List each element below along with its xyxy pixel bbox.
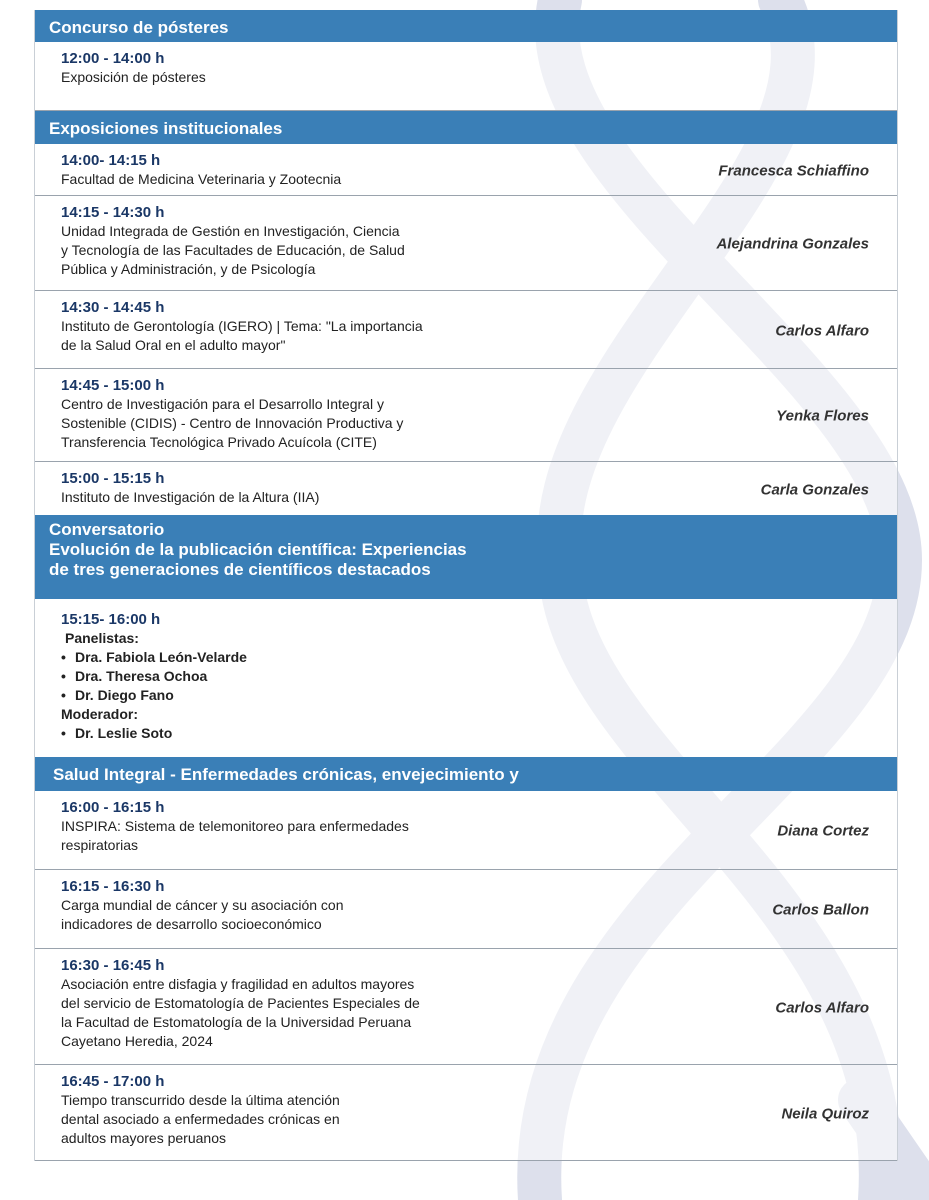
section-title: de tres generaciones de científicos destacados bbox=[49, 560, 431, 579]
session-time: 16:30 - 16:45 h bbox=[61, 957, 165, 974]
section-header-health bbox=[35, 757, 897, 791]
session-title: y Tecnología de las Facultades de Educación, de Salud bbox=[61, 242, 405, 258]
speaker-name: Diana Cortez bbox=[777, 822, 869, 840]
panelists-label: Panelistas: bbox=[65, 630, 139, 646]
session-time: 15:00 - 15:15 h bbox=[61, 470, 165, 487]
panelist-item: • Dra. Theresa Ochoa bbox=[61, 668, 208, 684]
session-title: Cayetano Heredia, 2024 bbox=[61, 1033, 213, 1049]
session-title: Unidad Integrada de Gestión en Investigación, Ciencia bbox=[61, 223, 400, 239]
agenda-row-panel bbox=[35, 599, 897, 757]
agenda-row bbox=[35, 462, 897, 515]
speaker-name: Carla Gonzales bbox=[760, 480, 869, 498]
section-header-institutional bbox=[35, 111, 897, 144]
moderator-item: • Dr. Leslie Soto bbox=[61, 725, 173, 741]
section-header-posters bbox=[35, 10, 897, 42]
agenda-row bbox=[35, 1065, 897, 1161]
speaker-name: Carlos Alfaro bbox=[775, 998, 869, 1016]
session-title: Instituto de Investigación de la Altura (IIA) bbox=[61, 489, 320, 505]
session-title: Pública y Administración, y de Psicología bbox=[61, 261, 316, 277]
agenda-row bbox=[35, 291, 897, 369]
session-title: Tiempo transcurrido desde la última atención bbox=[61, 1092, 340, 1108]
agenda-row bbox=[35, 369, 897, 462]
session-title: Transferencia Tecnológica Privado Acuícola (CITE) bbox=[61, 434, 377, 450]
session-time: 16:00 - 16:15 h bbox=[61, 799, 165, 816]
section-title: Evolución de la publicación científica: Experiencias bbox=[49, 540, 467, 559]
session-title: respiratorias bbox=[61, 837, 139, 853]
speaker-name: Alejandrina Gonzales bbox=[716, 235, 869, 253]
section-title: Concurso de pósteres bbox=[49, 18, 229, 37]
agenda-row bbox=[35, 42, 897, 111]
agenda-row bbox=[35, 949, 897, 1065]
panelist-item: • Dra. Fabiola León-Velarde bbox=[61, 649, 247, 665]
session-title: adultos mayores peruanos bbox=[61, 1130, 226, 1146]
moderator-label: Moderador: bbox=[61, 706, 138, 722]
session-title: de la Salud Oral en el adulto mayor" bbox=[61, 337, 286, 353]
session-time: 14:30 - 14:45 h bbox=[61, 299, 165, 316]
session-time: 16:45 - 17:00 h bbox=[61, 1073, 165, 1090]
session-title: Sostenible (CIDIS) - Centro de Innovación Productiva y bbox=[61, 415, 404, 431]
session-time: 14:45 - 15:00 h bbox=[61, 377, 165, 394]
speaker-name: Neila Quiroz bbox=[781, 1104, 869, 1122]
section-title: Conversatorio bbox=[49, 520, 165, 539]
agenda-row bbox=[35, 196, 897, 291]
session-time: 12:00 - 14:00 h bbox=[61, 50, 165, 67]
session-title: INSPIRA: Sistema de telemonitoreo para enfermedades bbox=[61, 818, 409, 834]
panelist-item: • Dr. Diego Fano bbox=[61, 687, 174, 703]
speaker-name: Yenka Flores bbox=[776, 407, 869, 425]
session-title: la Facultad de Estomatología de la Universidad Peruana bbox=[61, 1014, 412, 1030]
session-title: indicadores de desarrollo socioeconómico bbox=[61, 916, 322, 932]
agenda-row bbox=[35, 791, 897, 870]
session-title: Facultad de Medicina Veterinaria y Zootecnia bbox=[61, 171, 342, 187]
section-title: Exposiciones institucionales bbox=[49, 119, 283, 138]
session-title: Centro de Investigación para el Desarrollo Integral y bbox=[61, 396, 384, 412]
session-title: Instituto de Gerontología (IGERO) | Tema: "La importancia bbox=[61, 318, 423, 334]
agenda-row bbox=[35, 870, 897, 949]
session-title: Carga mundial de cáncer y su asociación con bbox=[61, 897, 344, 913]
agenda-row bbox=[35, 144, 897, 196]
session-title: Asociación entre disfagia y fragilidad en adultos mayores bbox=[61, 976, 415, 992]
speaker-name: Carlos Alfaro bbox=[775, 321, 869, 339]
speaker-name: Francesca Schiaffino bbox=[718, 161, 869, 179]
section-header-conversatorio bbox=[35, 515, 897, 599]
session-title: Exposición de pósteres bbox=[61, 69, 206, 85]
session-title: del servicio de Estomatología de Pacientes Especiales de bbox=[61, 995, 420, 1011]
session-title: dental asociado a enfermedades crónicas en bbox=[61, 1111, 340, 1127]
session-time: 16:15 - 16:30 h bbox=[61, 878, 165, 895]
speaker-name: Carlos Ballon bbox=[772, 901, 869, 919]
section-title: Salud Integral - Enfermedades crónicas, envejecimiento y bbox=[53, 765, 519, 784]
agenda-table bbox=[34, 10, 898, 1161]
session-time: 15:15- 16:00 h bbox=[61, 611, 161, 628]
session-time: 14:15 - 14:30 h bbox=[61, 204, 165, 221]
session-time: 14:00- 14:15 h bbox=[61, 152, 161, 169]
